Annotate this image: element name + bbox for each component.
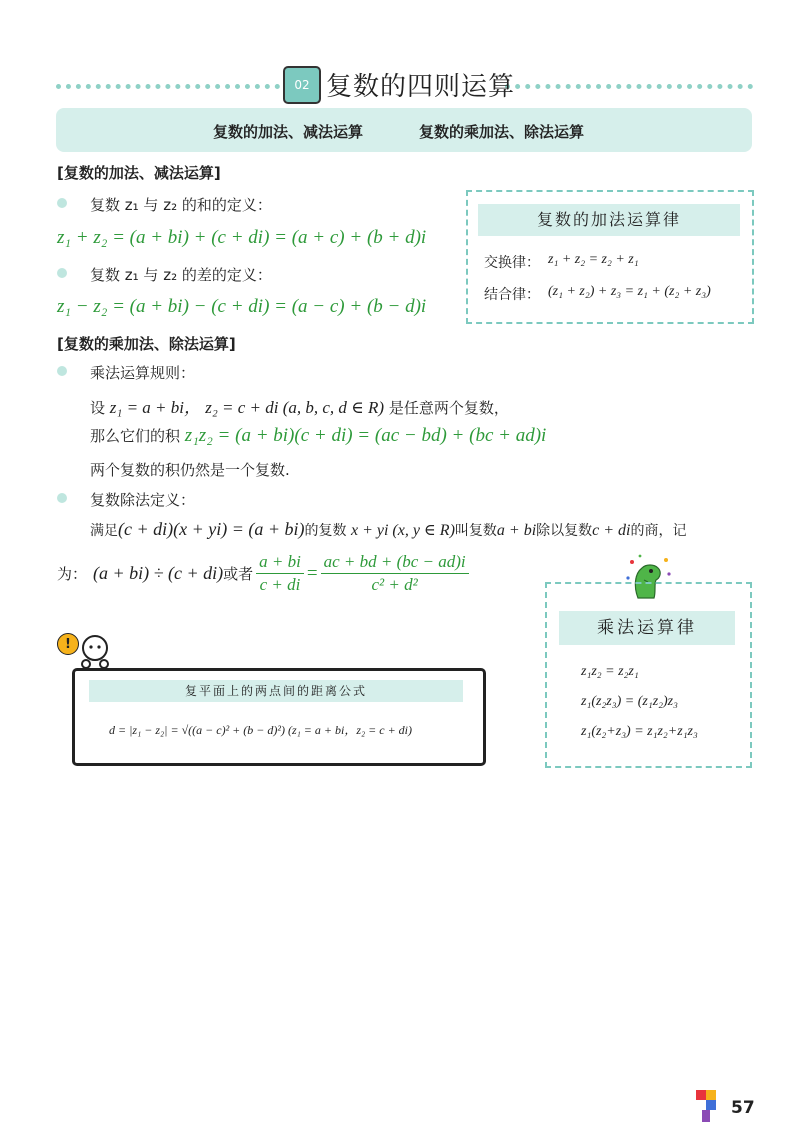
multiplication-rule-label: 乘法运算规则： [90, 364, 196, 382]
sum-definition-label: 复数 z₁ 与 z₂ 的和的定义： [90, 196, 272, 214]
addition-laws-box [466, 190, 754, 324]
distance-formula: d = |z₁ − z₂| = √((a − c)² + (b − d)²) (z₁ = a + bi，z₂ = c + di) [109, 723, 413, 737]
page-title: 复数的四则运算 [326, 72, 516, 102]
multiplication-laws-box [545, 582, 752, 768]
div-text-e: 的商，记 [630, 523, 687, 539]
div-text-a: 满足 [90, 523, 118, 539]
product-formula: z₁z₂ = (a + bi)(c + di) = (ac − bd) + (bc + ad)i [184, 425, 547, 446]
difference-definition-label: 复数 z₁ 与 z₂ 的差的定义： [90, 266, 272, 284]
tab-multiplication-division: 复数的乘加法、除法运算 [419, 123, 585, 141]
div-cdi: c + di [592, 522, 631, 539]
bullet [57, 198, 67, 208]
sum-formula: z₁ + z₂ = (a + bi) + (c + di) = (a + c) + (b + d)i [57, 227, 427, 248]
product-prefix: 那么它们的积 [90, 427, 181, 445]
header-dotted-line-right [505, 84, 753, 89]
fraction-2-denominator: c² + d² [371, 575, 418, 594]
mult-law-distributive: z₁(z₂+z₃) = z₁z₂+z₁z₃ [581, 724, 698, 739]
fraction-2 [321, 552, 469, 595]
commutative-label: 交换律： [484, 255, 540, 271]
fraction-1-numerator: a + bi [256, 552, 304, 574]
product-line [90, 425, 546, 447]
div-xy: x + yi (x, y ∈ R) [350, 522, 455, 539]
topic-tab-bar [56, 108, 752, 152]
equals-sign: = [306, 562, 318, 584]
section-heading-addition: [复数的加法、减法运算] [57, 164, 221, 182]
div-expr: (a + bi) ÷ (c + di) [93, 563, 224, 583]
div-text-or: 或者 [223, 565, 254, 583]
distance-formula-box [72, 668, 486, 766]
section-number-badge: 02 [283, 66, 321, 104]
distance-formula-title: 复平面上的两点间的距离公式 [89, 680, 463, 702]
mult-law-commutative: z₁z₂ = z₂z₁ [581, 664, 639, 679]
let-formula: z₁ = a + bi， z₂ = c + di (a, b, c, d ∈ R) [109, 398, 385, 417]
div-text-d: 除以复数 [536, 523, 593, 539]
div-abi: a + bi [496, 522, 537, 539]
mult-law-associative: z₁(z₂z₃) = (z₁z₂)z₃ [581, 694, 678, 709]
let-suffix: 是任意两个复数， [388, 399, 509, 417]
bullet [57, 366, 67, 376]
fraction-1 [256, 552, 304, 595]
fraction-1-denominator: c + di [259, 575, 301, 594]
fraction-2-numerator: ac + bd + (bc − ad)i [321, 552, 469, 574]
cartoon-face-icon [78, 634, 112, 672]
bullet [57, 493, 67, 503]
let-line [90, 393, 509, 418]
division-line-1 [90, 519, 687, 540]
bullet [57, 268, 67, 278]
section-heading-multiplication: [复数的乘加法、除法运算] [57, 335, 236, 353]
div-text-b: 的复数 [304, 523, 347, 539]
difference-formula: z₁ − z₂ = (a + bi) − (c + di) = (a − c) + (b − d)i [57, 296, 427, 317]
addition-laws-title: 复数的加法运算律 [478, 204, 740, 236]
div-eq: (c + di)(x + yi) = (a + bi) [118, 519, 305, 539]
div-text-for: 为： [57, 565, 88, 583]
division-definition-label: 复数除法定义： [90, 491, 196, 509]
tab-addition-subtraction: 复数的加法、减法运算 [213, 123, 364, 141]
commutative-law: z₁ + z₂ = z₂ + z₁ [548, 252, 639, 267]
product-note: 两个复数的积仍然是一个复数. [90, 461, 290, 479]
associative-label: 结合律： [484, 287, 540, 303]
page-number: 57 [731, 1098, 755, 1118]
exclamation-badge: ! [57, 633, 79, 655]
division-line-2 [57, 552, 472, 595]
brand-logo-icon [692, 1088, 722, 1124]
multiplication-laws-title: 乘法运算律 [559, 611, 735, 645]
header-dotted-line-left [56, 84, 280, 89]
div-text-c: 叫复数 [454, 523, 497, 539]
associative-law: (z₁ + z₂) + z₃ = z₁ + (z₂ + z₃) [548, 284, 711, 299]
let-prefix: 设 [90, 399, 106, 417]
